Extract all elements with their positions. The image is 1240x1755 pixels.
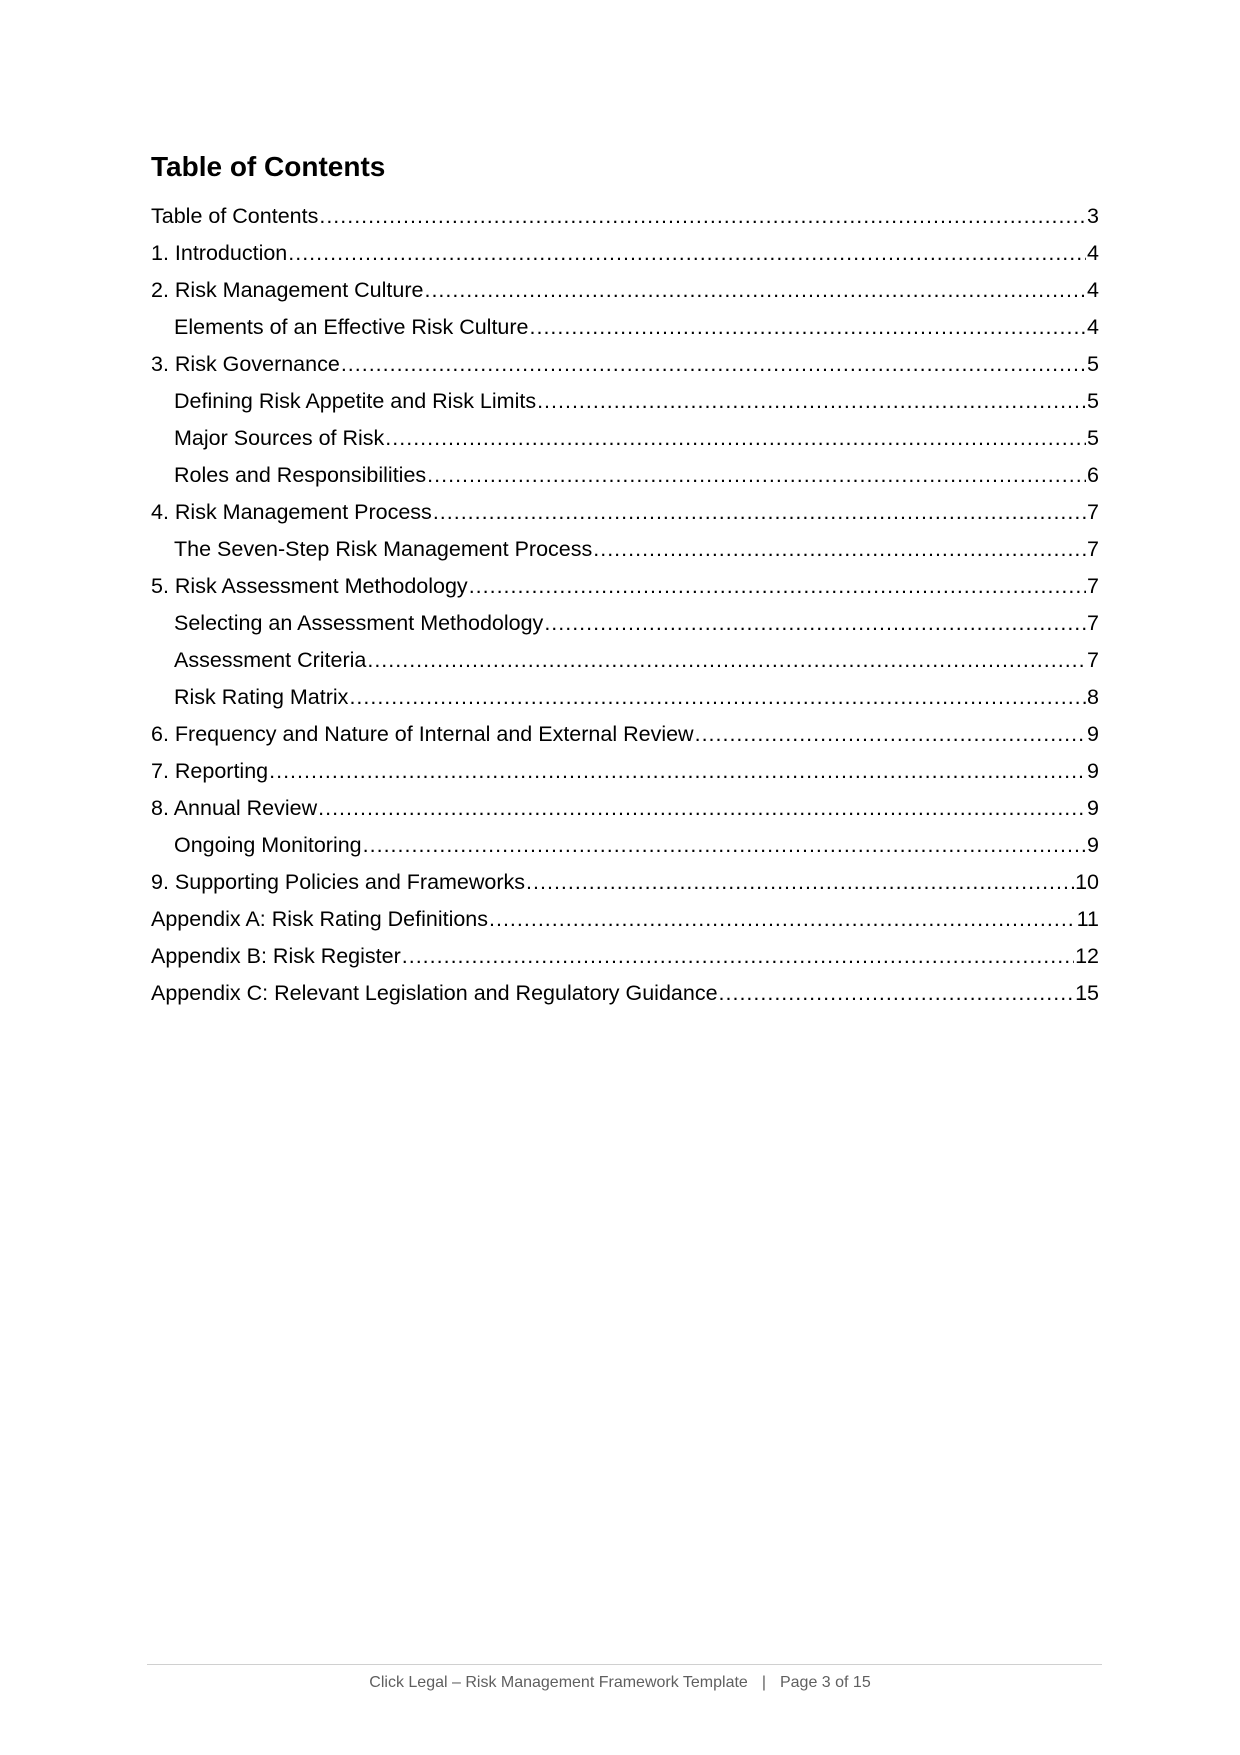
toc-entry[interactable] [151,827,1099,864]
toc-dot-leader [526,864,1074,901]
toc-entry-page-number: 5 [1087,389,1099,413]
toc-entry-page-number: 9 [1087,722,1099,746]
toc-entry-page-number: 5 [1087,352,1099,376]
toc-dot-leader [719,975,1075,1012]
toc-entry-page-number: 7 [1087,574,1099,598]
toc-entry[interactable] [151,716,1099,753]
toc-dot-leader [319,198,1086,235]
toc-entry-title: 7. Reporting [151,759,269,783]
toc-entry-title: 2. Risk Management Culture [151,278,424,302]
toc-dot-leader [695,716,1086,753]
toc-entry-title: Elements of an Effective Risk Culture [174,315,529,339]
toc-entry[interactable] [151,864,1099,901]
footer-divider [147,1664,1102,1665]
toc-dot-leader [469,568,1086,605]
toc-dot-leader [593,531,1086,568]
toc-dot-leader [341,346,1086,383]
toc-entry-title: 8. Annual Review [151,796,318,820]
toc-entry[interactable] [151,346,1099,383]
toc-entry[interactable] [151,309,1099,346]
toc-entry[interactable] [151,494,1099,531]
toc-entry-title: 3. Risk Governance [151,352,340,376]
toc-entry[interactable] [151,272,1099,309]
toc-entry-title: 5. Risk Assessment Methodology [151,574,468,598]
toc-entry-title: Assessment Criteria [174,648,367,672]
toc-entry-title: 4. Risk Management Process [151,500,432,524]
toc-entry-title: 1. Introduction [151,241,288,265]
toc-entry[interactable] [151,975,1099,1012]
toc-entry-title: 9. Supporting Policies and Frameworks [151,870,526,894]
toc-dot-leader [544,605,1086,642]
toc-entry-page-number: 4 [1087,241,1099,265]
toc-entry-page-number: 6 [1087,463,1099,487]
toc-dot-leader [433,494,1086,531]
toc-entry-page-number: 9 [1087,833,1099,857]
toc-entry-page-number: 10 [1075,870,1099,894]
toc-entry-page-number: 9 [1087,796,1099,820]
toc-entry[interactable] [151,753,1099,790]
toc-entry-title: Risk Rating Matrix [174,685,349,709]
toc-entry[interactable] [151,679,1099,716]
toc-entry-page-number: 3 [1087,204,1099,228]
toc-entry[interactable] [151,901,1099,938]
toc-entry[interactable] [151,457,1099,494]
toc-entry-page-number: 15 [1075,981,1099,1005]
toc-entry-title: Selecting an Assessment Methodology [174,611,544,635]
footer-separator: | [761,1674,766,1691]
toc-dot-leader [537,383,1086,420]
toc-entry-title: Appendix B: Risk Register [151,944,401,968]
toc-entry-page-number: 7 [1087,611,1099,635]
toc-list [151,198,1099,1012]
toc-entry-title: Defining Risk Appetite and Risk Limits [174,389,537,413]
toc-entry-page-number: 8 [1087,685,1099,709]
toc-entry-title: Table of Contents [151,204,319,228]
toc-entry[interactable] [151,198,1099,235]
toc-entry-title: Appendix C: Relevant Legislation and Regulatory Guidance [151,981,718,1005]
toc-entry-title: Appendix A: Risk Rating Definitions [151,907,489,931]
toc-dot-leader [489,901,1076,938]
toc-dot-leader [427,457,1086,494]
toc-entry[interactable] [151,383,1099,420]
toc-entry-page-number: 12 [1075,944,1099,968]
toc-entry-page-number: 5 [1087,426,1099,450]
toc-dot-leader [269,753,1086,790]
toc-dot-leader [288,235,1086,272]
toc-entry-page-number: 7 [1087,537,1099,561]
toc-entry[interactable] [151,938,1099,975]
toc-entry[interactable] [151,790,1099,827]
toc-entry-title: The Seven-Step Risk Management Process [174,537,593,561]
toc-entry-title: Roles and Responsibilities [174,463,427,487]
toc-entry-page-number: 4 [1087,278,1099,302]
toc-entry[interactable] [151,235,1099,272]
toc-entry[interactable] [151,420,1099,457]
toc-heading: Table of Contents [151,151,386,182]
toc-dot-leader [349,679,1086,716]
toc-dot-leader [367,642,1086,679]
toc-entry-page-number: 11 [1076,907,1099,931]
footer-page-number: Page 3 of 15 [779,1674,871,1691]
toc-entry-title: 6. Frequency and Nature of Internal and External Review [151,722,694,746]
toc-entry-title: Ongoing Monitoring [174,833,362,857]
toc-entry-page-number: 4 [1087,315,1099,339]
footer-document-title: Click Legal – Risk Management Framework Template [369,1674,748,1691]
toc-dot-leader [385,420,1086,457]
toc-entry-page-number: 7 [1087,500,1099,524]
page-footer [0,1672,1240,1694]
toc-entry[interactable] [151,531,1099,568]
toc-entry[interactable] [151,568,1099,605]
toc-entry-page-number: 7 [1087,648,1099,672]
toc-entry[interactable] [151,605,1099,642]
toc-entry-title: Major Sources of Risk [174,426,385,450]
toc-dot-leader [424,272,1086,309]
toc-entry[interactable] [151,642,1099,679]
toc-dot-leader [318,790,1086,827]
toc-dot-leader [402,938,1074,975]
toc-dot-leader [363,827,1086,864]
toc-entry-page-number: 9 [1087,759,1099,783]
toc-dot-leader [530,309,1087,346]
